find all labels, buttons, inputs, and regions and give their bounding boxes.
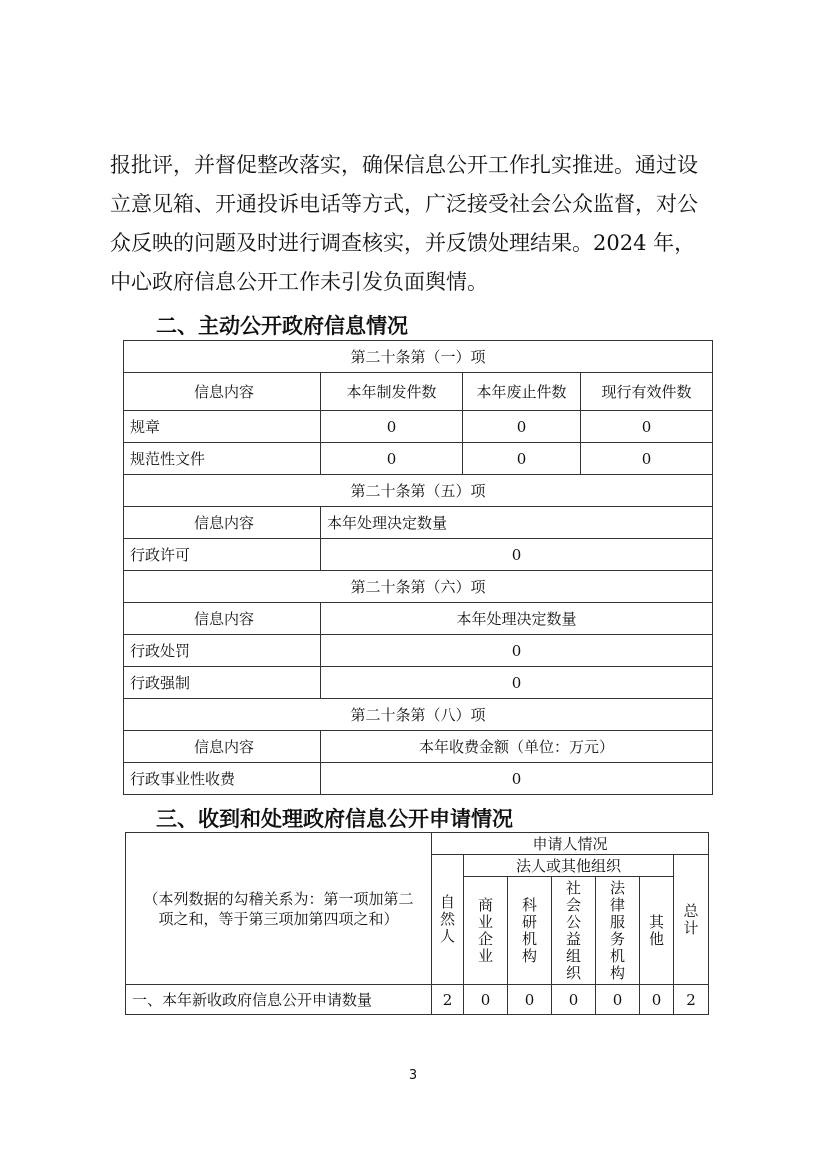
cell-value: 0 — [581, 443, 713, 475]
body-paragraph — [110, 146, 726, 302]
col-header-new: 本年制发件数 — [321, 373, 463, 411]
row-label: 行政处罚 — [124, 635, 321, 667]
col-header-content: 信息内容 — [124, 603, 321, 635]
cell-value: 0 — [464, 985, 508, 1015]
paragraph-line: 中心政府信息公开工作未引发负面舆情。 — [110, 270, 488, 294]
paragraph-line: 立意见箱、开通投诉电话等方式，广泛接受社会公众监督，对公 — [110, 192, 698, 216]
applicant-header: 申请人情况 — [432, 833, 709, 855]
col-legal-service: 法律服务机构 — [596, 877, 640, 985]
cell-value: 0 — [321, 443, 463, 475]
row-label: 行政事业性收费 — [124, 763, 321, 795]
col-total: 总计 — [674, 855, 709, 985]
application-table — [125, 832, 709, 1015]
paragraph-line: 众反映的问题及时进行调查核实，并反馈处理结果。2024 年， — [110, 231, 696, 255]
cell-value: 0 — [596, 985, 640, 1015]
col-social: 社会公益组织 — [552, 877, 596, 985]
cell-value: 0 — [508, 985, 552, 1015]
cell-value: 0 — [321, 635, 713, 667]
page-number: 3 — [408, 1068, 418, 1083]
article-1-title: 第二十条第（一）项 — [124, 341, 713, 373]
row-label: 一、本年新收政府信息公开申请数量 — [126, 985, 432, 1015]
col-business: 商业企业 — [464, 877, 508, 985]
row-label: 行政许可 — [124, 539, 321, 571]
col-header-content: 信息内容 — [124, 731, 321, 763]
row-label: 规章 — [124, 411, 321, 443]
col-header-fees: 本年收费金额（单位：万元） — [321, 731, 713, 763]
col-research: 科研机构 — [508, 877, 552, 985]
cell-value: 2 — [674, 985, 709, 1015]
cell-value: 0 — [321, 539, 713, 571]
proactive-disclosure-table — [123, 340, 713, 795]
cell-value: 0 — [321, 763, 713, 795]
cell-value: 0 — [463, 443, 581, 475]
row-label: 行政强制 — [124, 667, 321, 699]
section2-heading: 二、主动公开政府信息情况 — [156, 314, 408, 338]
col-natural-person: 自然人 — [432, 855, 464, 985]
col-other: 其他 — [640, 877, 674, 985]
cell-value: 0 — [552, 985, 596, 1015]
col-header-abolished: 本年废止件数 — [463, 373, 581, 411]
col-header-valid: 现行有效件数 — [581, 373, 713, 411]
section3-heading: 三、收到和处理政府信息公开申请情况 — [156, 807, 513, 831]
col-header-decisions: 本年处理决定数量 — [321, 603, 713, 635]
cell-value: 0 — [640, 985, 674, 1015]
cell-value: 0 — [321, 411, 463, 443]
col-header-content: 信息内容 — [124, 373, 321, 411]
cell-value: 0 — [463, 411, 581, 443]
article-8-title: 第二十条第（八）项 — [124, 699, 713, 731]
article-6-title: 第二十条第（六）项 — [124, 571, 713, 603]
cell-value: 0 — [581, 411, 713, 443]
row-label: 规范性文件 — [124, 443, 321, 475]
legal-header: 法人或其他组织 — [464, 855, 674, 877]
cell-value: 0 — [321, 667, 713, 699]
col-header-decisions: 本年处理决定数量 — [321, 507, 713, 539]
cell-value: 2 — [432, 985, 464, 1015]
col-header-content: 信息内容 — [124, 507, 321, 539]
article-5-title: 第二十条第（五）项 — [124, 475, 713, 507]
note-cell: （本列数据的勾稽关系为：第一项加第二项之和，等于第三项加第四项之和） — [126, 833, 432, 985]
paragraph-line: 报批评，并督促整改落实，确保信息公开工作扎实推进。通过设 — [110, 153, 698, 177]
